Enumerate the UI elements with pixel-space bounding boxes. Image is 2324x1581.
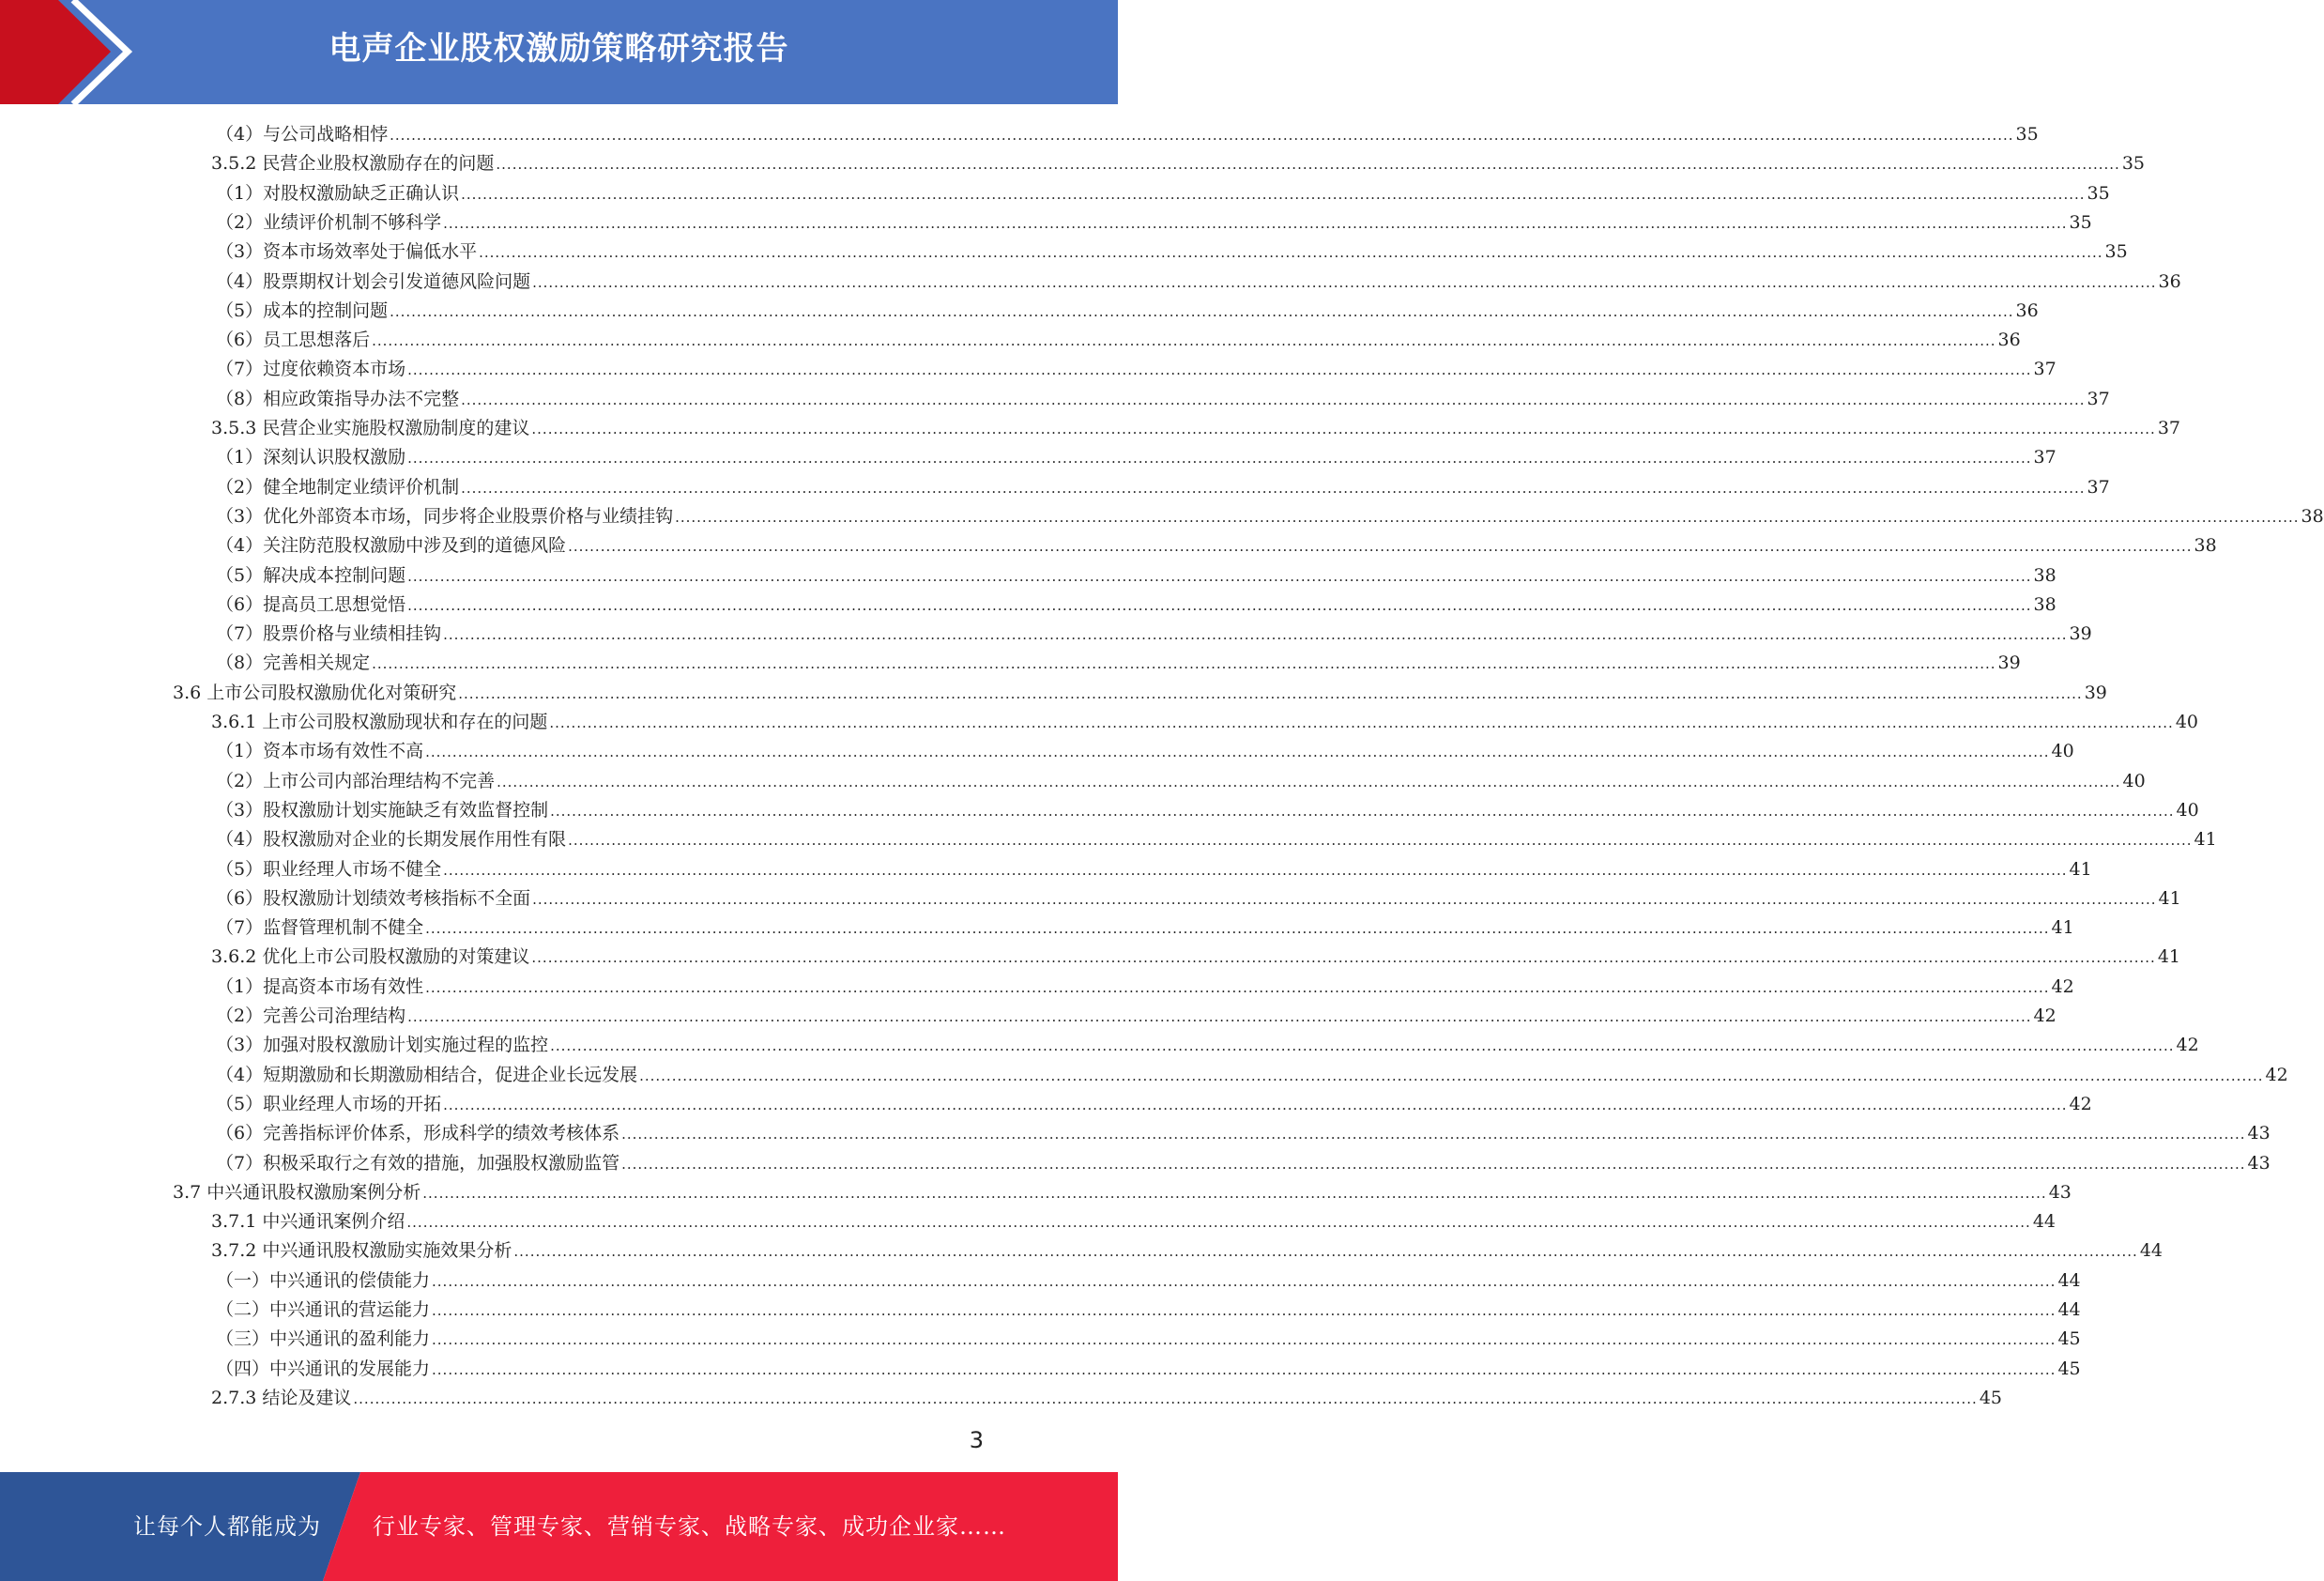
toc-entry[interactable]: [211, 1384, 2002, 1413]
toc-dot-leader: ............................................................................................................................................................................................................................................................................................................: [461, 185, 2086, 203]
toc-dot-leader: ............................................................................................................................................................................................................................................................................................................: [443, 861, 2068, 879]
toc-entry-title: 3.5.2 民营企业股权激励存在的问题: [211, 153, 495, 175]
toc-entry[interactable]: [216, 1031, 2199, 1060]
toc-entry[interactable]: [211, 943, 2180, 972]
toc-entry-title: 3.7.1 中兴通讯案例介绍: [211, 1211, 405, 1233]
toc-entry-title: （2）健全地制定业绩评价机制: [216, 476, 460, 498]
toc-entry-page: 43: [2247, 1123, 2270, 1144]
toc-entry-page: 41: [2194, 829, 2217, 851]
toc-entry[interactable]: [216, 884, 2181, 913]
toc-entry[interactable]: [216, 913, 2074, 943]
toc-dot-leader: ............................................................................................................................................................................................................................................................................................................: [353, 1389, 1978, 1407]
page-footer: [0, 1472, 1118, 1581]
toc-entry-page: 38: [2301, 505, 2324, 527]
toc-entry[interactable]: [216, 502, 2324, 531]
toc-entry[interactable]: [216, 1090, 2092, 1119]
toc-entry-title: （7）积极采取行之有效的措施，加强股权激励监管: [216, 1152, 620, 1174]
toc-entry[interactable]: [216, 591, 2056, 620]
toc-entry-page: 40: [2122, 770, 2146, 791]
toc-entry-page: 35: [2069, 211, 2092, 233]
toc-entry-page: 44: [2057, 1269, 2081, 1291]
toc-dot-leader: ............................................................................................................................................................................................................................................................................................................: [531, 421, 2156, 437]
toc-entry-page: 41: [2051, 917, 2074, 939]
toc-dot-leader: ............................................................................................................................................................................................................................................................................................................: [432, 1272, 2056, 1290]
toc-entry-page: 35: [2104, 241, 2128, 263]
toc-entry[interactable]: [173, 679, 2107, 708]
toc-entry-page: 44: [2139, 1240, 2163, 1262]
toc-entry-page: 41: [2157, 946, 2180, 968]
toc-entry[interactable]: [216, 531, 2217, 560]
toc-entry[interactable]: [216, 796, 2199, 825]
toc-entry[interactable]: [216, 855, 2092, 884]
toc-entry-title: （8）相应政策指导办法不完整: [216, 388, 460, 409]
toc-dot-leader: ............................................................................................................................................................................................................................................................................................................: [443, 214, 2068, 232]
toc-dot-leader: ............................................................................................................................................................................................................................................................................................................: [407, 567, 2032, 585]
toc-entry-page: 40: [2175, 712, 2198, 732]
toc-dot-leader: ............................................................................................................................................................................................................................................................................................................: [432, 1331, 2056, 1349]
toc-dot-leader: ............................................................................................................................................................................................................................................................................................................: [549, 714, 2174, 731]
toc-entry-title: （一）中兴通讯的偿债能力: [216, 1269, 431, 1291]
toc-dot-leader: ............................................................................................................................................................................................................................................................................................................: [497, 773, 2121, 790]
toc-entry-page: 45: [2057, 1358, 2081, 1379]
toc-entry[interactable]: [216, 355, 2056, 384]
toc-entry[interactable]: [173, 1178, 2072, 1207]
toc-entry[interactable]: [211, 414, 2180, 443]
toc-entry-page: 40: [2051, 741, 2074, 762]
toc-entry[interactable]: [216, 1355, 2081, 1384]
toc-dot-leader: ............................................................................................................................................................................................................................................................................................................: [407, 450, 2032, 468]
toc-entry-page: 36: [1997, 330, 2021, 351]
toc-entry[interactable]: [216, 238, 2128, 267]
toc-entry-page: 37: [2087, 388, 2110, 409]
toc-entry[interactable]: [216, 649, 2021, 678]
toc-entry-title: （7）监督管理机制不健全: [216, 917, 424, 939]
toc-entry-title: （4）与公司战略相悖: [216, 124, 389, 145]
page-number: 3: [969, 1427, 984, 1453]
toc-entry-title: （1）深刻认识股权激励: [216, 447, 406, 468]
toc-entry-page: 38: [2033, 564, 2056, 586]
toc-entry-title: （4）股票期权计划会引发道德风险问题: [216, 270, 531, 292]
toc-entry-title: （5）职业经理人市场的开拓: [216, 1093, 442, 1114]
toc-entry-page: 38: [2033, 593, 2056, 615]
toc-entry-title: 3.7.2 中兴通讯股权激励实施效果分析: [211, 1240, 512, 1262]
toc-entry-page: 35: [2121, 153, 2145, 175]
toc-entry-page: 41: [2069, 858, 2092, 880]
toc-entry-title: （5）职业经理人市场不健全: [216, 858, 442, 880]
toc-entry[interactable]: [216, 268, 2181, 297]
toc-entry-title: （6）提高员工思想觉悟: [216, 593, 406, 615]
toc-dot-leader: ............................................................................................................................................................................................................................................................................................................: [432, 1302, 2056, 1319]
toc-entry-page: 35: [2087, 182, 2110, 204]
toc-entry-page: 36: [2015, 299, 2039, 321]
toc-dot-leader: ............................................................................................................................................................................................................................................................................................................: [531, 949, 2156, 967]
report-title: 电声企业股权激励策略研究报告: [329, 30, 789, 68]
toc-entry-title: 3.6.1 上市公司股权激励现状和存在的问题: [211, 712, 548, 732]
toc-dot-leader: ............................................................................................................................................................................................................................................................................................................: [407, 596, 2032, 614]
toc-entry[interactable]: [216, 208, 2092, 238]
footer-slogan-left: 让每个人都能成为: [133, 1513, 321, 1540]
toc-entry-page: 43: [2247, 1152, 2270, 1174]
toc-entry-title: （6）员工思想落后: [216, 330, 371, 351]
toc-dot-leader: ............................................................................................................................................................................................................................................................................................................: [513, 1243, 2138, 1261]
toc-entry-page: 42: [2069, 1093, 2092, 1114]
toc-entry[interactable]: [216, 120, 2039, 149]
toc-entry-page: 45: [1979, 1387, 2002, 1408]
toc-entry-page: 37: [2033, 447, 2056, 468]
toc-entry[interactable]: [216, 179, 2110, 208]
toc-entry[interactable]: [216, 443, 2056, 472]
toc-entry-page: 39: [1997, 652, 2021, 674]
toc-entry-page: 38: [2194, 535, 2217, 557]
toc-entry[interactable]: [211, 1207, 2056, 1236]
toc-dot-leader: ............................................................................................................................................................................................................................................................................................................: [461, 391, 2086, 408]
toc-entry-title: （3）加强对股权激励计划实施过程的监控: [216, 1035, 549, 1056]
toc-dot-leader: ............................................................................................................................................................................................................................................................................................................: [432, 1360, 2056, 1378]
toc-entry-title: （二）中兴通讯的营运能力: [216, 1299, 431, 1320]
toc-entry-page: 42: [2051, 975, 2074, 997]
toc-dot-leader: ............................................................................................................................................................................................................................................................................................................: [621, 1155, 2246, 1173]
toc-entry-page: 37: [2157, 418, 2180, 438]
toc-entry[interactable]: [216, 1296, 2081, 1325]
toc-dot-leader: ............................................................................................................................................................................................................................................................................................................: [550, 802, 2175, 820]
toc-entry-page: 37: [2033, 359, 2056, 380]
toc-entry-title: （3）资本市场效率处于偏低水平: [216, 241, 478, 263]
toc-entry-title: （3）优化外部资本市场，同步将企业股票价格与业绩挂钩: [216, 505, 674, 527]
toc-entry-title: （5）成本的控制问题: [216, 299, 389, 321]
toc-dot-leader: ............................................................................................................................................................................................................................................................................................................: [407, 361, 2032, 379]
toc-entry-title: （1）资本市场有效性不高: [216, 741, 424, 762]
toc-entry-title: （8）完善相关规定: [216, 652, 371, 674]
toc-dot-leader: ............................................................................................................................................................................................................................................................................................................: [550, 1037, 2175, 1055]
toc-dot-leader: ............................................................................................................................................................................................................................................................................................................: [496, 156, 2120, 174]
toc-dot-leader: ............................................................................................................................................................................................................................................................................................................: [479, 244, 2103, 262]
toc-entry[interactable]: [211, 708, 2198, 737]
toc-dot-leader: ............................................................................................................................................................................................................................................................................................................: [407, 1008, 2032, 1025]
toc-dot-leader: ............................................................................................................................................................................................................................................................................................................: [390, 302, 2014, 320]
toc-entry[interactable]: [216, 737, 2074, 766]
toc-entry[interactable]: [216, 561, 2056, 591]
toc-entry-title: （四）中兴通讯的发展能力: [216, 1358, 431, 1379]
toc-dot-leader: ............................................................................................................................................................................................................................................................................................................: [425, 978, 2050, 996]
toc-entry[interactable]: [216, 297, 2039, 326]
toc-entry[interactable]: [216, 326, 2021, 355]
toc-dot-leader: ............................................................................................................................................................................................................................................................................................................: [372, 332, 1996, 350]
toc-entry-title: （2）业绩评价机制不够科学: [216, 211, 442, 233]
toc-entry-title: （6）股权激励计划绩效考核指标不全面: [216, 887, 531, 909]
toc-entry-title: （4）股权激励对企业的长期发展作用性有限: [216, 829, 567, 851]
toc-entry[interactable]: [216, 473, 2110, 502]
toc-entry-page: 36: [2158, 270, 2181, 292]
toc-dot-leader: ............................................................................................................................................................................................................................................................................................................: [461, 479, 2086, 497]
toc-entry-page: 39: [2069, 623, 2092, 645]
toc-entry-title: 3.6 上市公司股权激励优化对策研究: [173, 682, 457, 703]
toc-entry-title: （6）完善指标评价体系，形成科学的绩效考核体系: [216, 1123, 620, 1144]
toc-entry-title: （1）提高资本市场有效性: [216, 975, 424, 997]
toc-dot-leader: ............................................................................................................................................................................................................................................................................................................: [458, 684, 2083, 702]
toc-entry-page: 40: [2176, 799, 2199, 821]
toc-entry-page: 41: [2158, 887, 2181, 909]
toc-entry-title: （7）股票价格与业绩相挂钩: [216, 623, 442, 645]
toc-entry[interactable]: [211, 1236, 2163, 1266]
toc-entry[interactable]: [216, 1119, 2270, 1148]
toc-dot-leader: ............................................................................................................................................................................................................................................................................................................: [406, 1214, 2031, 1232]
toc-dot-leader: ............................................................................................................................................................................................................................................................................................................: [425, 920, 2050, 938]
toc-entry-title: 3.5.3 民营企业实施股权激励制度的建议: [211, 418, 530, 438]
toc-entry[interactable]: [216, 825, 2217, 854]
toc-entry-page: 35: [2015, 124, 2039, 145]
toc-entry-title: 2.7.3 结论及建议: [211, 1387, 352, 1408]
toc-dot-leader: ............................................................................................................................................................................................................................................................................................................: [675, 508, 2300, 526]
toc-entry-title: 3.6.2 优化上市公司股权激励的对策建议: [211, 946, 530, 968]
footer-slogan-right: 行业专家、管理专家、营销专家、战略专家、成功企业家……: [373, 1513, 1006, 1540]
toc-entry-title: 3.7 中兴通讯股权激励案例分析: [173, 1181, 421, 1203]
toc-dot-leader: ............................................................................................................................................................................................................................................................................................................: [639, 1067, 2264, 1084]
toc-dot-leader: ............................................................................................................................................................................................................................................................................................................: [443, 626, 2068, 644]
toc-entry[interactable]: [216, 767, 2146, 796]
toc-dot-leader: ............................................................................................................................................................................................................................................................................................................: [621, 1126, 2246, 1144]
toc-dot-leader: ............................................................................................................................................................................................................................................................................................................: [568, 538, 2193, 556]
toc-entry-title: （4）短期激励和长期激励相结合，促进企业长远发展: [216, 1064, 638, 1085]
toc-entry[interactable]: [216, 1002, 2056, 1031]
toc-entry-title: （3）股权激励计划实施缺乏有效监督控制: [216, 799, 549, 821]
toc-entry-page: 45: [2057, 1328, 2081, 1350]
toc-entry[interactable]: [211, 149, 2145, 178]
toc-entry-page: 42: [2033, 1005, 2056, 1026]
toc-entry-title: （2）完善公司治理结构: [216, 1005, 406, 1026]
toc-dot-leader: ............................................................................................................................................................................................................................................................................................................: [532, 890, 2157, 908]
toc-dot-leader: ............................................................................................................................................................................................................................................................................................................: [390, 127, 2014, 144]
toc-entry-page: 37: [2087, 476, 2110, 498]
toc-entry-page: 42: [2176, 1035, 2199, 1056]
toc-dot-leader: ............................................................................................................................................................................................................................................................................................................: [443, 1096, 2068, 1113]
toc-entry-title: （5）解决成本控制问题: [216, 564, 406, 586]
toc-entry-page: 44: [2057, 1299, 2081, 1320]
toc-entry-title: （三）中兴通讯的盈利能力: [216, 1328, 431, 1350]
toc-entry-page: 44: [2032, 1211, 2056, 1233]
toc-entry-title: （2）上市公司内部治理结构不完善: [216, 770, 496, 791]
toc-dot-leader: ............................................................................................................................................................................................................................................................................................................: [532, 273, 2157, 291]
toc-entry[interactable]: [216, 385, 2110, 414]
toc-dot-leader: ............................................................................................................................................................................................................................................................................................................: [568, 832, 2193, 850]
toc-entry-title: （7）过度依赖资本市场: [216, 359, 406, 380]
toc-entry-page: 43: [2048, 1181, 2072, 1203]
toc-entry[interactable]: [216, 1061, 2288, 1090]
page-header: [0, 0, 1118, 104]
toc-dot-leader: ............................................................................................................................................................................................................................................................................................................: [425, 744, 2050, 761]
toc-entry-page: 42: [2265, 1064, 2288, 1085]
toc-entry[interactable]: [216, 620, 2092, 649]
toc-entry[interactable]: [216, 1149, 2270, 1178]
toc-entry[interactable]: [216, 1266, 2081, 1296]
toc-entry-page: 39: [2084, 682, 2107, 703]
toc-entry[interactable]: [216, 1325, 2081, 1354]
toc-dot-leader: ............................................................................................................................................................................................................................................................................................................: [372, 655, 1996, 673]
toc-entry-title: （1）对股权激励缺乏正确认识: [216, 182, 460, 204]
toc-entry-title: （4）关注防范股权激励中涉及到的道德风险: [216, 535, 567, 557]
toc-dot-leader: ............................................................................................................................................................................................................................................................................................................: [422, 1184, 2047, 1202]
toc-entry[interactable]: [216, 973, 2074, 1002]
